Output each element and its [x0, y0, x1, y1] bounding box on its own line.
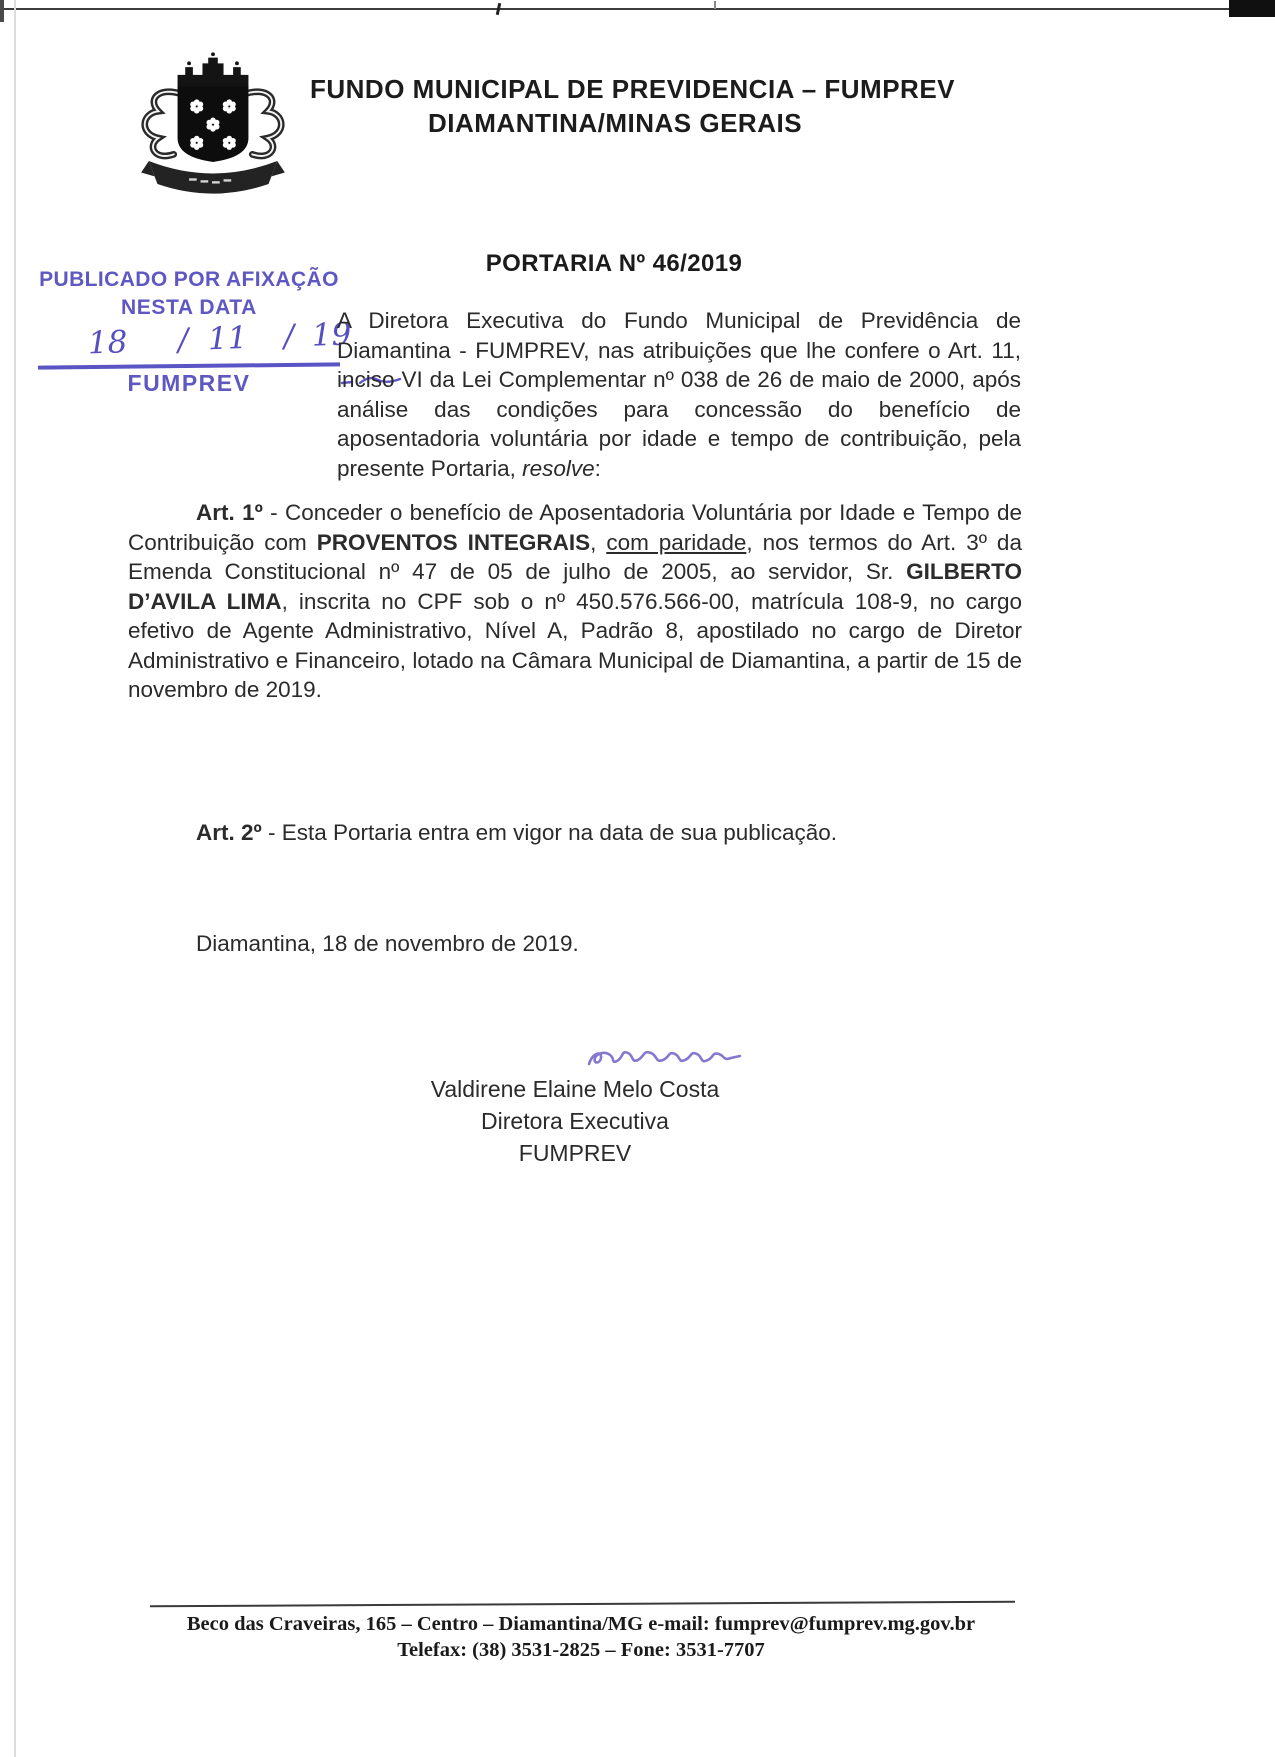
stamp-handwritten-date — [35, 316, 352, 370]
signer-name: Valdirene Elaine Melo Costa — [430, 1076, 720, 1102]
signer-org: FUMPREV — [518, 1140, 632, 1166]
scan-corner-mark — [1229, 0, 1275, 17]
document-title: PORTARIA Nº 46/2019 — [485, 250, 743, 277]
footer-address-line: Beco das Craveiras, 165 – Centro – Diamantina/MG e-mail: fumprev@fumprev.mg.gov.br — [186, 1613, 976, 1635]
footer-divider — [150, 1601, 1015, 1608]
stamp-line2: NESTA DATA — [121, 296, 257, 319]
stamp-date-day: 18 — [87, 324, 129, 362]
municipal-coat-of-arms-icon — [122, 52, 304, 204]
scan-corner-mark — [0, 0, 4, 22]
scan-top-edge-line — [0, 8, 1275, 10]
org-name: FUNDO MUNICIPAL DE PREVIDENCIA – FUMPREV — [310, 74, 956, 104]
stamp-date-separator: / — [283, 318, 295, 355]
signature-block — [350, 1076, 800, 1167]
footer-phone-line: Telefax: (38) 3531-2825 – Fone: 3531-7707 — [397, 1639, 765, 1661]
place-and-date-line: Diamantina, 18 de novembro de 2019. — [196, 931, 579, 956]
stamp-org: FUMPREV — [127, 370, 251, 396]
stamp-date-month: 11 — [207, 319, 248, 358]
signer-role: Diretora Executiva — [481, 1108, 669, 1134]
scan-speck — [714, 1, 716, 9]
org-location: DIAMANTINA/MINAS GERAIS — [428, 108, 803, 138]
preamble-paragraph: A Diretora Executiva do Fundo Municipal de Previdência de Diamantina - FUMPREV, nas atribuições que lhe confere o Art. 11, inciso VI da Lei Complementar nº 038 de 26 de maio de 2000, após análise das condições para concessão do benefício de aposentadoria voluntária por idade e tempo de contribuição, pela presente Portaria, resolve: — [337, 308, 1021, 481]
handwritten-signature-icon — [585, 1044, 745, 1072]
article-1-paragraph: Art. 1º - Conceder o benefício de Aposentadoria Voluntária por Idade e Tempo de Contribuição com PROVENTOS INTEGRAIS, com paridade, nos termos do Art. 3º da Emenda Constitucional nº 47 de 05 de julho de 2005, ao servidor, Sr. GILBERTO D’AVILA LIMA, inscrita no CPF sob o nº 450.576.566-00, matrícula 108-9, no cargo efetivo de Agente Administrativo, Nível A, Padrão 8, apostilado no cargo de Diretor Administrativo e Financeiro, lotado na Câmara Municipal de Diamantina, a partir de 15 de novembro de 2019. — [128, 500, 1023, 702]
publication-stamp — [36, 268, 352, 397]
stamp-line1: PUBLICADO POR AFIXAÇÃO — [39, 268, 339, 291]
article-2-paragraph: Art. 2º - Esta Portaria entra em vigor na data de sua publicação. — [196, 820, 838, 845]
stamp-date-year: 19 — [311, 316, 352, 354]
footer — [148, 1611, 1014, 1663]
stamp-date-separator: / — [177, 322, 189, 359]
